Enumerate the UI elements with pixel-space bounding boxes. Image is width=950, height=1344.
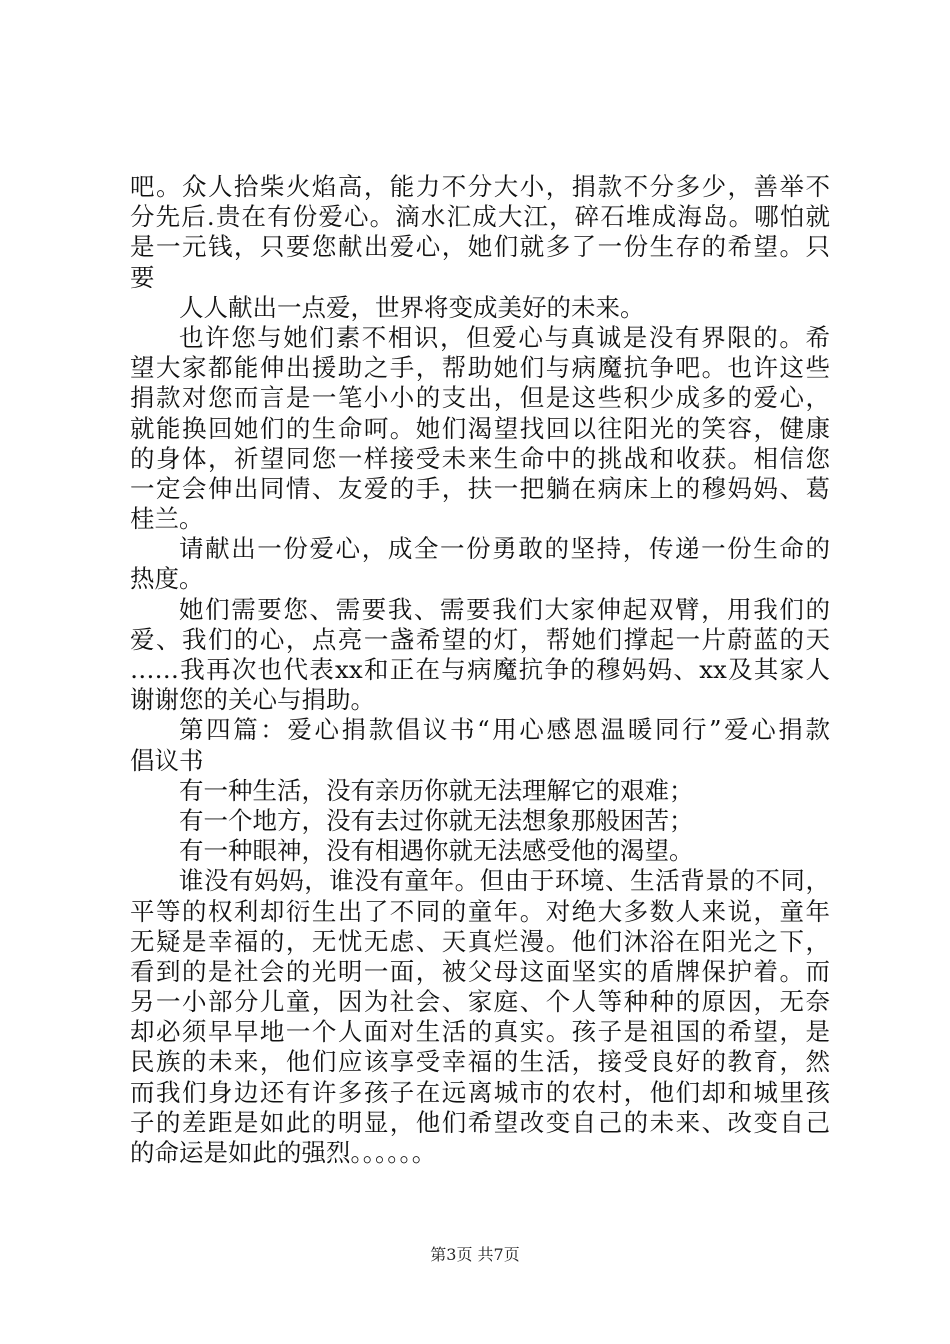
- text-line: 人人献出一点爱，世界将变成美好的未来。: [179, 292, 645, 322]
- text-line: 是一元钱，只要您献出爱心，她们就多了一份生存的希望。只: [130, 232, 830, 262]
- text-line: 却必须早早地一个人面对生活的真实。孩子是祖国的希望，是: [130, 1017, 830, 1047]
- text-line: 谢谢您的关心与捐助。: [130, 685, 375, 715]
- text-line: 而我们身边还有许多孩子在远离城市的农村，他们却和城里孩: [130, 1077, 830, 1107]
- text-line: 有一种眼神，没有相遇你就无法感受他的渴望。: [179, 836, 694, 866]
- text-line: 捐款对您而言是一笔小小的支出，但是这些积少成多的爱心，: [130, 383, 830, 413]
- text-line: 请献出一份爱心，成全一份勇敢的坚持，传递一份生命的: [179, 534, 830, 564]
- text-line: 分先后.贵在有份爱心。滴水汇成大江，碎石堆成海岛。哪怕就: [130, 202, 830, 232]
- text-line: 她们需要您、需要我、需要我们大家伸起双臂，用我们的: [179, 594, 830, 624]
- text-line: 有一种生活，没有亲历你就无法理解它的艰难；: [179, 775, 694, 805]
- text-line: 热度。: [130, 564, 204, 594]
- document-body: [130, 172, 830, 1168]
- text-line: 的身体，祈望同您一样接受未来生命中的挑战和收获。相信您: [130, 443, 830, 473]
- text-line: 倡议书: [130, 745, 204, 775]
- text-line: 有一个地方，没有去过你就无法想象那般困苦；: [179, 805, 694, 835]
- text-line: 吧。众人拾柴火焰高，能力不分大小，捐款不分多少，善举不: [130, 172, 830, 201]
- text-line: 就能换回她们的生命呵。她们渴望找回以往阳光的笑容，健康: [130, 413, 830, 443]
- text-line: 爱、我们的心，点亮一盏希望的灯，帮她们撑起一片蔚蓝的天: [130, 624, 830, 654]
- text-line: 望大家都能伸出援助之手，帮助她们与病魔抗争吧。也许这些: [130, 353, 830, 383]
- text-line: 桂兰。: [130, 504, 204, 534]
- text-line: 一定会伸出同情、友爱的手，扶一把躺在病床上的穆妈妈、葛: [130, 473, 830, 503]
- text-line: 民族的未来，他们应该享受幸福的生活，接受良好的教育，然: [130, 1047, 830, 1077]
- text-line: ……我再次也代表xx和正在与病魔抗争的穆妈妈、xx及其家人: [130, 655, 830, 684]
- text-line: 子的差距是如此的明显，他们希望改变自己的未来、改变自己: [130, 1107, 830, 1137]
- text-line: 要: [130, 262, 155, 292]
- text-line: 的命运是如此的强烈。。。。。。: [130, 1138, 437, 1167]
- page-number-footer: 第3页 共7页: [430, 1245, 520, 1264]
- text-line: 看到的是社会的光明一面，被父母这面坚实的盾牌保护着。而: [130, 956, 830, 986]
- text-line: 另一小部分儿童，因为社会、家庭、个人等种种的原因，无奈: [130, 987, 830, 1017]
- text-line: 第四篇：爱心捐款倡议书“用心感恩温暖同行”爱心捐款: [179, 715, 830, 745]
- text-line: 平等的权利却衍生出了不同的童年。对绝大多数人来说，童年: [130, 896, 830, 926]
- text-line: 也许您与她们素不相识，但爱心与真诚是没有界限的。希: [179, 322, 830, 352]
- text-line: 谁没有妈妈，谁没有童年。但由于环境、生活背景的不同，: [179, 866, 830, 896]
- text-line: 无疑是幸福的，无忧无虑、天真烂漫。他们沐浴在阳光之下，: [130, 926, 830, 956]
